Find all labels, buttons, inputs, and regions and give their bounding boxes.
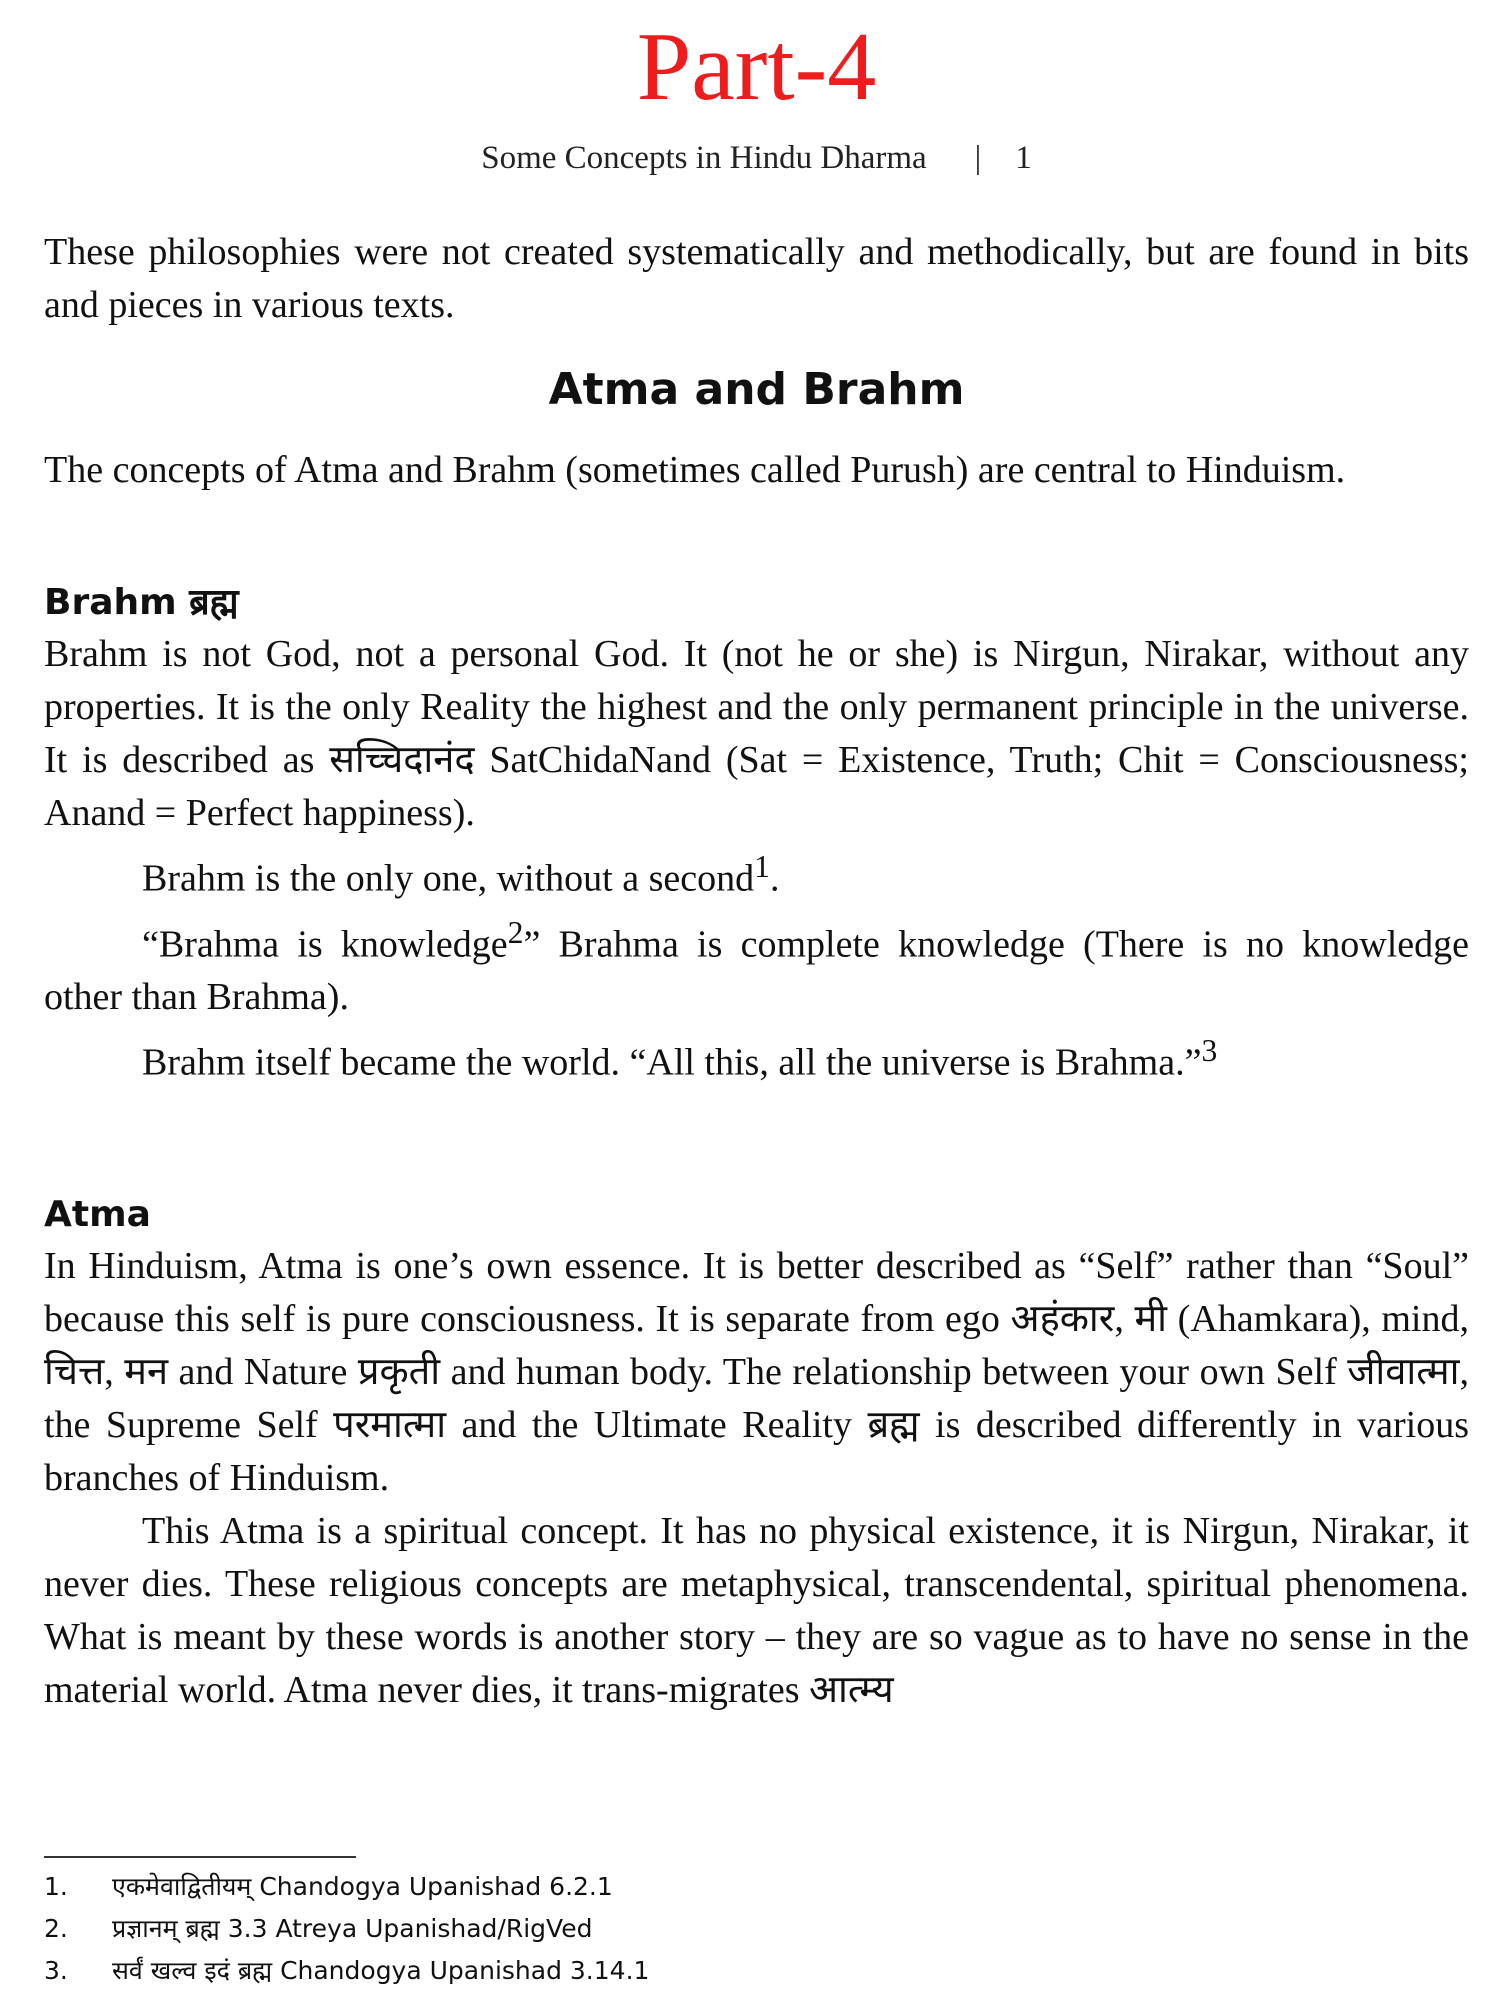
section-heading: Atma and Brahm [548,364,965,415]
footnote-2 [44,1908,1244,1950]
footnote-number: 1. [44,1872,68,1901]
atma-heading: Atma [44,1194,151,1235]
brahm-paragraph-2 [44,840,1469,906]
brahm-paragraph-4-text: Brahm itself became the world. “All this, all the universe is Brahma.” [142,1041,1202,1084]
brahm-paragraph-2-text: Brahm is the only one, without a second [142,857,755,900]
footnote-ref-2: 2 [507,914,524,950]
brahm-paragraph-3-start: “Brahma is knowledge [142,923,508,966]
footnote-ref-3: 3 [1201,1033,1218,1069]
brahm-paragraph-3-rest: ” Brahma is complete knowledge (There is no knowledge other than Brahma). [44,923,1469,1019]
book-title: Some Concepts in Hindu Dharma [481,140,927,176]
running-head [44,142,1469,175]
footnote-divider [44,1856,356,1858]
footnote-1 [44,1866,1244,1908]
footnote-ref-1: 1 [754,849,770,884]
atma-paragraph-1: In Hinduism, Atma is one’s own essence. It is better described as “Self” rather than “Soul” because this self is pure consciousness. It is separate from ego अहंकार, मी (Ahamkara), mind, चित्त, मन and Nature प्रकृती and human body. The relationship between your own Self जीवात्मा, the Supreme Self परमात्मा and the Ultimate Reality ब्रह्म is described differently in various branches of Hinduism. [44,1245,1469,1499]
brahm-paragraph-4 [44,1024,1469,1090]
part-title: Part-4 [636,13,877,121]
footnote-text: सर्वं खल्व इदं ब्रह्म Chandogya Upanishad 3.14.1 [112,1956,650,1985]
book-page [44,0,1469,2000]
atma-paragraph-2: This Atma is a spiritual concept. It has no physical existence, it is Nirgun, Nirakar, it never dies. These religious concepts are metaphysical, transcendental, spiritual phenomena. What is meant by these words is another story – they are so vague as to have no sense in the material world. Atma never dies, it trans-migrates आत्म्य [44,1510,1469,1711]
footnote-number: 2. [44,1914,68,1943]
footnotes [44,1866,1244,1992]
intro-paragraph: These philosophies were not created systematically and methodically, but are found in bits and pieces in various texts. [44,231,1469,326]
section-intro-block [44,444,1469,497]
section-intro-paragraph: The concepts of Atma and Brahm (sometimes called Purush) are central to Hinduism. [44,449,1346,491]
header-separator: | [974,140,982,176]
footnote-number: 3. [44,1956,68,1985]
brahm-section [44,578,1469,1090]
footnote-text: एकमेवाद्वितीयम् Chandogya Upanishad 6.2.1 [112,1872,613,1901]
intro-block [44,226,1469,332]
brahm-paragraph-3 [44,906,1469,1025]
footnote-text: प्रज्ञानम् ब्रह्म 3.3 Atreya Upanishad/RigVed [112,1914,593,1943]
page-number: 1 [1015,140,1032,176]
footnote-3 [44,1950,1244,1992]
atma-section [44,1190,1469,1717]
brahm-paragraph-1: Brahm is not God, not a personal God. It (not he or she) is Nirgun, Nirakar, without any properties. It is the only Reality the highest and the only permanent principle in the universe. It is described as सच्चिदानंद SatChidaNand (Sat = Existence, Truth; Chit = Consciousness; Anand = Perfect happiness). [44,633,1469,834]
brahm-heading: Brahm ब्रह्म [44,582,239,623]
brahm-paragraph-2-end: . [769,857,780,900]
